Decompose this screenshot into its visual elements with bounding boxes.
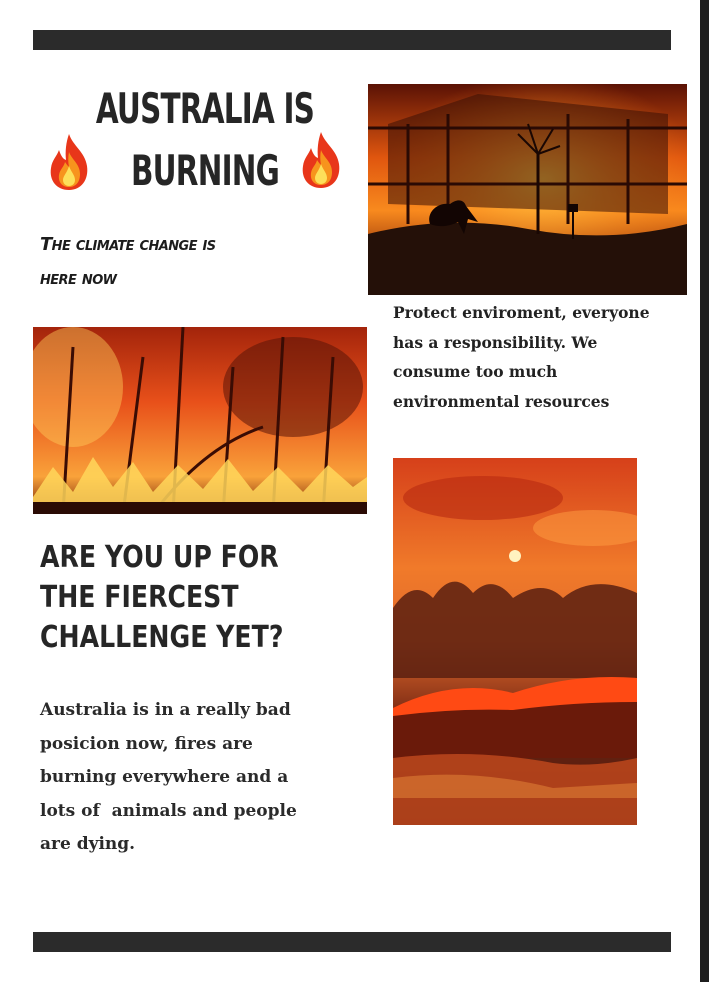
top-divider-bar <box>33 30 671 50</box>
fire-icon <box>45 132 93 192</box>
text-line: environmental resources <box>393 391 610 411</box>
challenge-heading <box>40 538 360 658</box>
title-line-1: AUSTRALIA IS <box>95 84 315 133</box>
subtitle-line-1: The climate change is <box>40 234 216 255</box>
fire-icon <box>297 130 345 190</box>
text-line: Protect enviroment, everyone <box>393 303 650 322</box>
text-line: burning everywhere and a <box>40 767 289 787</box>
heading-line: ARE YOU UP FOR <box>40 540 279 575</box>
bushfire-house-kangaroo-photo <box>368 84 687 295</box>
subtitle-line-2: here now <box>40 268 117 289</box>
protect-environment-text <box>393 298 693 416</box>
text-line: posicion now, fires are <box>40 733 253 754</box>
bottom-divider-bar <box>33 932 671 952</box>
forest-fire-photo <box>33 327 367 514</box>
text-line: Australia is in a really bad <box>40 700 291 720</box>
text-line: has a responsibility. We <box>393 332 598 352</box>
text-line: are dying. <box>40 834 136 854</box>
page-edge <box>700 0 709 982</box>
body-paragraph <box>40 694 340 862</box>
heading-line: THE FIERCEST <box>40 580 239 615</box>
burning-field-sunset-photo <box>393 458 637 825</box>
title-line-2: BURNING <box>130 146 280 195</box>
text-line: consume too much <box>393 362 558 381</box>
heading-line: CHALLENGE YET? <box>40 620 284 655</box>
text-line: lots of animals and people <box>40 800 297 821</box>
subtitle <box>40 228 340 296</box>
